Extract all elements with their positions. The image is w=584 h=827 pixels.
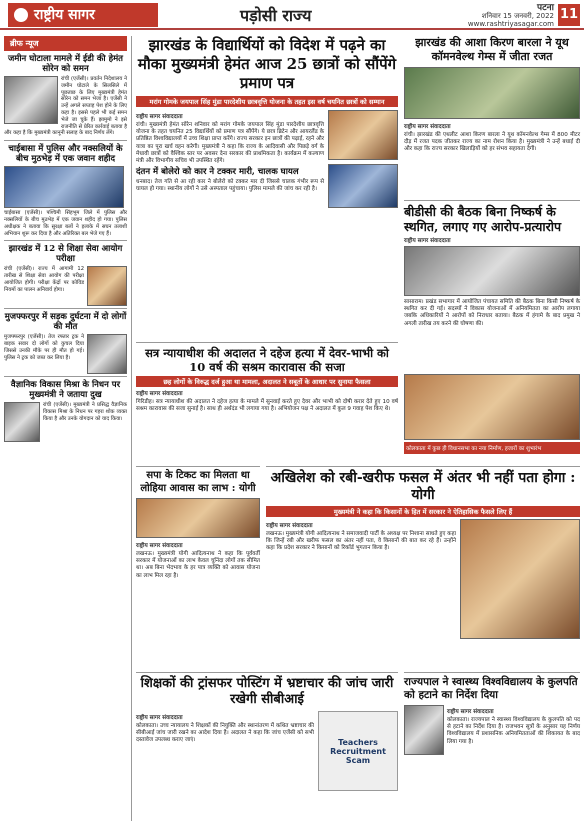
sapa-text: लखनऊ। मुख्यमंत्री योगी आदित्यनाथ ने कहा कि पूर्ववर्ती सरकार में योजनाओं का लाभ केवल चुनिंदा लोगों तक सीमित था। अब बिना भेदभाव के हर पात्र व्यक्ति को आवास योजना का लाभ मिल रहा है। [136,551,262,579]
sapa-story[interactable] [136,466,260,666]
sapa-headline: सपा के टिकट का मिलता था लोहिया आवास का लाभ : योगी [140,470,256,494]
court-text: गिरिडीह। सत्र न्यायाधीश की अदालत ने दहेज हत्या के मामले में सुनवाई करते हुए देवर और भाभी को दोषी करार देते हुए 10 वर्ष सश्रम कारावास की सजा सुनाई है। साथ ही अर्थदंड भी लगाया गया है। अभियोजन पक्ष ने अदालत में कुल 9 गवाह पेश किए थे। [136,399,400,413]
newspaper-logo[interactable]: राष्ट्रीय सागर [8,3,158,27]
bdo-headline: बीडीसी की बैठक बिना निष्कर्ष के स्थगित, लगाए गए आरोप-प्रत्यारोप [404,204,562,234]
lead-headline: झारखंड के विद्यार्थियों को विदेश में पढ़ने का मौका मुख्यमंत्री हेमंत आज 25 छात्रों को सौंपेंगे प्रमाण पत्र [137,36,397,92]
rajyapal-text: कोलकाता। राज्यपाल ने स्वास्थ्य विश्वविद्यालय के कुलपति को पद से हटाने का निर्देश दिया है। राजभवन सूत्रों के अनुसार यह निर्णय विश्वविद्यालय में प्रशासनिक अनियमितताओं की शिकायत के बाद लिया गया है। [447,717,582,745]
cm-photo [328,110,398,160]
rajyapal-headline: राज्यपाल ने स्वास्थ्य विश्वविद्यालय के कुलपति को हटाने का निर्देश दिया [404,676,578,701]
brief-title: झारखंड में 12 से शिक्षा सेवा आयोग परीक्षा [8,244,123,265]
brief-item[interactable] [4,54,127,137]
akhilesh-headline: अखिलेश को रबी-खरीफ फसल में अंतर भी नहीं पता होगा : योगी [270,470,576,503]
court-kicker: छह लोगों के विरुद्ध दर्ज हुआ था मामला, अदालत ने सबूतों के आधार पर सुनाया फैसला [136,376,398,387]
dateline-date: शनिवार 15 जनवरी, 2022 [481,12,554,20]
sports-text: रांची। झारखंड की एथलीट आशा किरण बारला ने यूथ कॉमनवेल्थ गेम्स में 800 मीटर दौड़ में रजत पदक जीतकर राज्य का नाम रोशन किया है। मुख्यमंत्री ने उन्हें बधाई दी और कहा कि राज्य सरकार खिलाड़ियों को हर संभव सहायता देगी। [404,132,582,153]
lead-sub-text: धनबाद। तेज गति से आ रही कार ने बोलेरो को टक्कर मार दी जिससे चालक गंभीर रूप से घायल हो गया। स्थानीय लोगों ने उसे अस्पताल पहुंचाया। पुलिस मामले की जांच कर रही है। [136,179,326,193]
briefs-column [4,36,132,821]
brief-item[interactable] [4,380,127,422]
brief-title: मुजफ्फरपुर में सड़क दुर्घटना में दो लोगों की मौत [4,312,127,333]
website-link[interactable]: www.rashtriyasagar.com [467,20,554,28]
sapa-byline: राष्ट्रीय सागर संवाददाता [136,543,183,549]
sports-headline: झारखंड की आशा किरण बारला ने यूथ कॉमनवेल्थ गेम्स में जीता रजत [415,36,569,63]
bdo-byline: राष्ट्रीय सागर संवाददाता [404,238,451,244]
lead-story[interactable] [136,36,398,336]
rally-photo [460,519,580,639]
sports-story[interactable] [404,36,580,196]
brief-photo [87,334,127,374]
brief-text: रांची (एजेंसी)। राज्य में आगामी 12 तारीख से शिक्षा सेवा आयोग की परीक्षा आयोजित होगी। परीक्षा केंद्रों पर कोविड नियमों का पालन अनिवार्य होगा। [4,266,86,293]
sports-byline: राष्ट्रीय सागर संवाददाता [404,124,451,130]
brief-item[interactable] [4,144,127,237]
dateline [468,4,554,28]
brief-title: जमीन घोटाला मामले में ईडी की हेमंत सोरेन को समन [7,54,124,74]
teachers-byline: राष्ट्रीय सागर संवाददाता [136,715,183,721]
brief-text: मुजफ्फरपुर (एजेंसी)। तेज रफ्तार ट्रक ने बाइक सवार दो लोगों को कुचल दिया जिससे उनकी मौके पर ही मौत हो गई। पुलिस ने ट्रक को जब्त कर लिया है। [4,334,86,361]
scam-graphic [318,711,398,791]
lead-kicker: मरांग गोमके जयपाल सिंह मुंडा पारदेशीय छात्रवृत्ति योजना के तहत इस वर्ष चयनित छात्रों को सम्मान [136,96,398,107]
court-headline: सत्र न्यायाधीश की अदालत ने दहेज हत्या में देवर-भाभी को 10 वर्ष की सश्रम कारावास की सजा [145,346,389,374]
teachers-headline: शिक्षकों की ट्रांसफर पोस्टिंग में भ्रष्टाचार की जांच जारी रखेगी सीबीआई [140,676,394,707]
court-byline: राष्ट्रीय सागर संवाददाता [136,391,183,397]
akhilesh-text: लखनऊ। मुख्यमंत्री योगी आदित्यनाथ ने समाजवादी पार्टी के अध्यक्ष पर निशाना साधते हुए कहा कि जिन्हें रबी और खरीफ फसल का अंतर नहीं पता, वे किसानों की बात कर रहे हैं। उन्होंने कहा कि प्रदेश सरकार ने किसानों को रिकॉर्ड भुगतान किया है। [266,531,458,552]
brief-item[interactable] [4,312,127,361]
brief-photo [4,166,124,208]
brief-photo [4,402,40,442]
brief-photo [4,76,58,124]
lead-byline: राष्ट्रीय सागर संवाददाता [136,114,183,120]
akhilesh-story[interactable] [266,466,580,666]
governor-photo [404,705,444,755]
brief-photo [87,266,127,306]
teachers-text: कोलकाता। उच्च न्यायालय ने शिक्षकों की नियुक्ति और स्थानांतरण में कथित भ्रष्टाचार की सीबीआई जांच जारी रखने का आदेश दिया है। अदालत ने कहा कि जांच एजेंसी को सभी दस्तावेज उपलब्ध कराए जाएं। [136,723,316,744]
brief-title: चाईबासा में पुलिस और नक्सलियों के बीच मुठभेड़ में एक जवान शहीद [8,144,123,165]
bdo-text: सासाराम। प्रखंड सभागार में आयोजित पंचायत समिति की बैठक बिना किसी निष्कर्ष के स्थगित कर दी गई। सदस्यों ने विकास योजनाओं में अनियमितता का आरोप लगाया जबकि अधिकारियों ने आरोपों को निराधार बताया। बैठक में हंगामे के बाद प्रमुख ने अगली तारीख तय करने की घोषणा की। [404,299,582,327]
bdo-story[interactable] [404,200,580,370]
court-photo-block [404,374,580,460]
dateline-city: पटना [537,3,554,13]
brief-title: वैज्ञानिक विकास मिश्रा के निधन पर मुख्यमंत्री ने जताया दुख [10,380,121,401]
lead-text: रांची। मुख्यमंत्री हेमंत सोरेन शनिवार को मरांग गोमके जयपाल सिंह मुंडा पारदेशीय छात्रवृत्ति योजना के तहत चयनित 25 विद्यार्थियों को प्रमाण पत्र सौंपेंगे। ये छात्र ब्रिटेन और आयरलैंड के प्रतिष्ठित विश्वविद्यालयों में उच्च शिक्षा प्राप्त करेंगे। राज्य सरकार इन छात्रों की पढ़ाई, रहने और यात्रा का पूरा खर्च वहन करेगी। मुख्यमंत्री ने कहा कि राज्य के आदिवासी और पिछड़े वर्ग के मेधावी छात्रों को वैश्विक स्तर पर अवसर देना सरकार की प्राथमिकता है। कार्यक्रम में कल्याण मंत्री और विभागीय सचिव भी उपस्थित रहेंगे। [136,122,326,165]
akhilesh-byline: राष्ट्रीय सागर संवाददाता [266,523,313,529]
teachers-story[interactable] [136,672,398,822]
rajyapal-story[interactable] [404,672,580,822]
athlete-photo [404,67,580,119]
accident-photo [328,164,398,208]
akhilesh-kicker: मुख्यमंत्री ने कहा कि किसानों के हित में सरकार ने ऐतिहासिक फैसले लिए हैं [266,506,580,517]
event-photo-caption: कोलकाता में कुछ ही विधानसभा का नया निर्माण, हजारों का शुभारंभ [404,442,580,454]
scam-graphic-text: Teachers Recruitment Scam [330,737,386,765]
brief-text: रांची (एजेंसी)। मुख्यमंत्री ने प्रसिद्ध वैज्ञानिक विकास मिश्रा के निधन पर गहरा शोक व्यक्त किया है और उनके योगदान को याद किया। [43,402,129,422]
yogi-photo [136,498,260,538]
masthead [0,0,584,30]
meeting-photo [404,246,580,296]
brief-text: चाईबासा (एजेंसी)। पश्चिमी सिंहभूम जिले में पुलिस और नक्सलियों के बीच मुठभेड़ में एक जवान शहीद हो गया। पुलिस अधीक्षक ने बताया कि सुरक्षा बलों ने इलाके में सघन तलाशी अभियान शुरू कर दिया है और अतिरिक्त बल भेजे गए हैं। [4,210,129,237]
page-number: 11 [558,4,580,26]
brief-item[interactable] [4,244,127,293]
event-photo [404,374,580,440]
lead-sub-headline: दंतन में बोलेरो को कार ने टक्कर मारी, चालक घायल [136,167,299,178]
brief-text: रांची (एजेंसी)। प्रवर्तन निदेशालय ने जमीन घोटाले के सिलसिले में पूछताछ के लिए मुख्यमंत्री हेमंत सोरेन को समन भेजा है। एजेंसी ने उन्हें अगले सप्ताह पेश होने के लिए कहा है। इससे पहले भी कई समन भेजे जा चुके हैं। झामुमो ने इसे राजनीति से प्रेरित कार्रवाई बताया है और कहा है कि मुख्यमंत्री कानूनी सलाह के बाद निर्णय लेंगे। [4,76,129,137]
rajyapal-byline: राष्ट्रीय सागर संवाददाता [447,709,494,715]
court-story[interactable] [136,342,398,460]
briefs-header: ब्रीफ न्यूज [4,36,127,51]
section-title: पड़ोसी राज्य [240,6,312,25]
